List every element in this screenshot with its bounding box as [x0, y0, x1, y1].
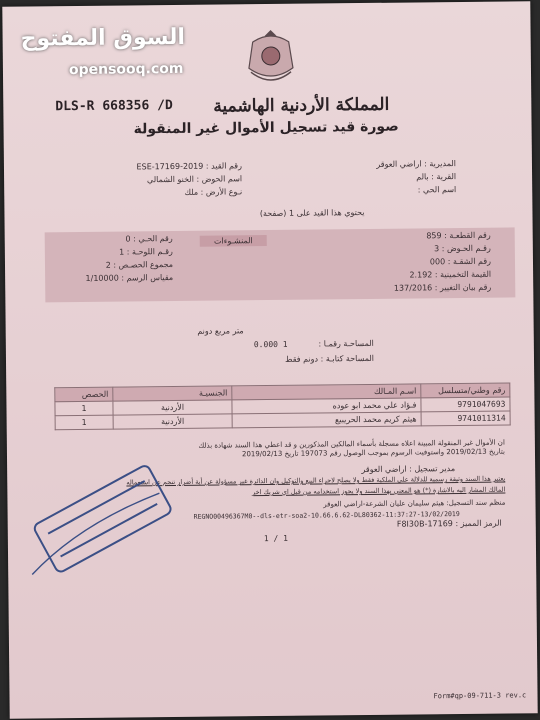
cell-shares: 1 [55, 401, 113, 416]
coat-of-arms-icon [243, 28, 300, 89]
record-contains: يحتوي هذا القيد على 1 (صفحة) [259, 208, 365, 219]
col-national-id: رقم وطني/متسلسل [421, 383, 510, 398]
cell-nationality: الأردنية [113, 414, 232, 429]
page-count: 1 / 1 [263, 533, 289, 544]
record-number: رقم القيد : 2019-ESE-17169 [136, 161, 243, 172]
cell-national-id: 9741011314 [421, 411, 510, 426]
apartment-number: رقم الشقـة : 000 [429, 256, 492, 267]
area-label: المساحـة رقمـا : [318, 338, 374, 349]
official-stamp-icon [19, 463, 180, 585]
warning-note-2: المالك المشار اليه بالاشارة (*) هو المعني بهذا السند ولا يجوز استخدامه من قبل اي شريك اخر [251, 485, 506, 497]
kingdom-title: المملكة الأردنية الهاشمية [213, 94, 390, 117]
parcel-number: رقم القطعـة : 859 [426, 230, 491, 241]
warning-note-1: يعتبر هذا السند وثيقة رسمية للدلالة على الملكية فقط ولا يصلح لاجراء البيع والتوكيل وان الدائرة غير مسؤولة عن أية أضرار تنجم عن استعماله [126, 474, 506, 487]
village: القرية : بالم [416, 172, 457, 182]
col-shares: الحصص [55, 387, 113, 402]
col-nationality: الجنسيـة [113, 386, 232, 401]
shares-total: مجموع الحصـص : 2 [105, 260, 174, 270]
basin-name: اسم الحوض : الخنو الشمالي [146, 174, 243, 185]
document-paper [2, 1, 537, 718]
cell-owner-name: فـؤاد علي محمد ابو عوده [232, 398, 421, 414]
cell-national-id: 9791047693 [421, 397, 510, 412]
registration-director: مدير تسجيل : اراضي العوقر [361, 464, 456, 475]
record-organizer: منظم سند التسجيل: هيثم سليمان عليان الشرعة-اراضي العوقر [323, 498, 506, 509]
watermark-arabic: السوق المفتوح [20, 24, 186, 52]
distinctive-code: الرمز المميز : 17169-F8I30B [396, 518, 502, 529]
owners-table [54, 382, 510, 430]
cell-nationality: الأردنية [113, 400, 232, 415]
watermark-latin: opensooq.com [68, 60, 184, 79]
certification-line-2: بتاريخ 2019/02/13 واستوفيت الرسوم بموجب الوصول رقم 197073 تاريخ 2019/02/13 [241, 447, 506, 459]
area-value: 0.000 1 [253, 339, 288, 350]
cell-shares: 1 [55, 415, 113, 430]
structures-label: المنشـوءات [200, 235, 267, 247]
col-owner-name: اسـم المـالك [232, 384, 421, 400]
change-number: رقم بيان التغيير : 137/2016 [393, 282, 492, 293]
plate-number: رقـم اللوحـة : 1 [119, 247, 173, 257]
map-scale: مقياس الرسم : 1/10000 [85, 273, 174, 283]
estimated-value: القيمة التخمينية : 2.192 [409, 269, 492, 280]
land-type: نـوع الأرض : ملك [184, 187, 243, 197]
basin-number: رقـم الحـوض : 3 [434, 243, 491, 254]
form-number: Form#qp-09-711-3 rev.c [433, 691, 527, 701]
certification-line-1: ان الأموال غير المنقولة المبينة اعلاه مسجلة بأسماء المالكين المذكورين و قد اعطي هذا السند شهادة بذلك [198, 438, 505, 450]
cell-owner-name: هيثم كريم محمد الحريبيع [232, 412, 421, 428]
area-units: متر مربع دونم [197, 326, 244, 336]
directorate: المديرية : اراضي العوقر [376, 159, 457, 169]
document-title: صورة قيد تسجيل الأموال غير المنقولة [133, 118, 399, 138]
hay-number: رقم الحـي : 0 [125, 234, 173, 244]
registration-code: REGNO00496367M0--dls-etr-soa2-10.66.6.62-DL80362-11:37:27-13/02/2019 [193, 510, 460, 521]
document-number: DLS-R 668356 /D [55, 98, 173, 115]
area-written: المساحة كتابـة : دونم فقط [285, 353, 375, 364]
neighborhood: اسم الحي : [417, 185, 457, 195]
